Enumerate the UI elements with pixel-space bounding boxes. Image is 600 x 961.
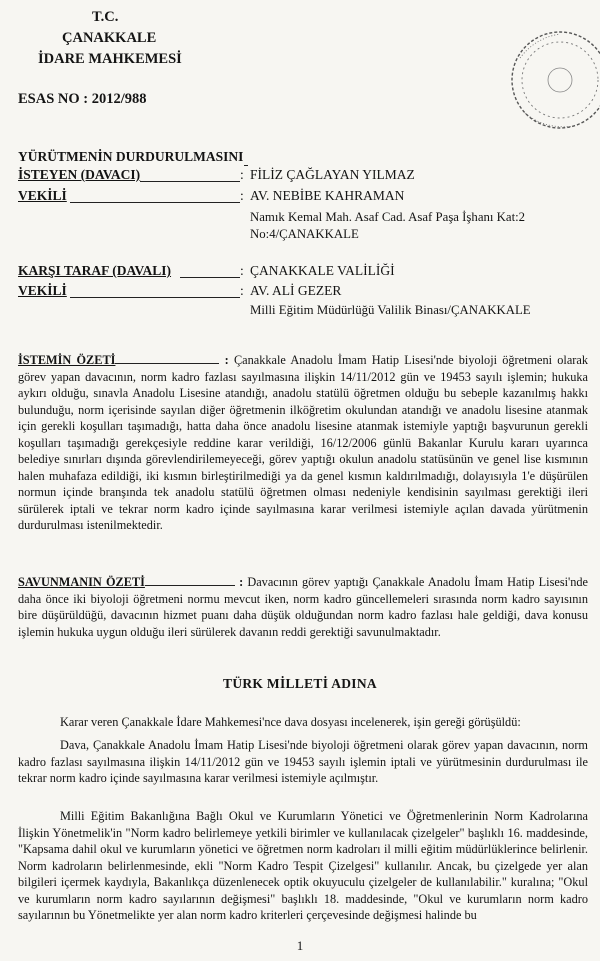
court-seal-stamp — [500, 18, 600, 138]
esas-value: 2012/988 — [91, 91, 147, 107]
decision-title: TÜRK MİLLETİ ADINA — [223, 676, 377, 691]
plaintiff-name: FİLİZ ÇAĞLAYAN YILMAZ — [250, 167, 415, 182]
istem-section: İSTEMİN ÖZETİ : Çanakkale Anadolu İmam Hatip Lisesi'nde biyoloji öğretmeni olarak görev yapan davacının, norm kadro fazlası sayılmasına ilişkin 14/11/2012 gün ve 19453 sayılı işlemin; hukuka aykırı olduğu, sınavla Anadolu Lisesine atandığı, anadolu statülü öğretmen olduğu bu sebeple kazanılmış hakkı bulunduğu, norm içerisinde sayılan diğer öğretmenin ilköğretim okulundan atandığı ve anadolu lisesine atanmak için gerekli koşulları taşımadığı, hatta daha önce anadolu lisesine atanmak istemiyle yaptığı başvurunun gerekli koşulları taşımadığı gerekçesiyle reddine karar verildiği, 16/12/2006 günlü Bakanlar Kurulu kararı uyarınca belediye sınırları dışında görevlendirilemeyeceği, görev yaptığı okulun anadolu statüsünün ve genel lise kısmının halen muhafaza edildiği, iki kısmın birleştirilmediği ya da genel kısmın kaldırılmadığı, dolayısıyla 1'e düşürülen normun içinde branşında tek anadolu statülü öğretmen olması nedeniyle kendisinin sayılması gerektiği ileri sürülerek iptali ve tekrar norm kadro içinde sayılmasına karar verilmesi istemiyle açılan davada yürütmenin durdurulması istenilmektedir. — [18, 353, 588, 532]
header-tc: T.C. — [92, 9, 119, 25]
page-number: 1 — [296, 938, 304, 953]
header-court: İDARE MAHKEMESİ — [38, 51, 182, 67]
defendant-name: ÇANAKKALE VALİLİĞİ — [250, 263, 395, 278]
defendant-label: KARŞI TARAF (DAVALI) — [18, 263, 172, 278]
savunma-heading: SAVUNMANIN ÖZETİ — [18, 575, 145, 589]
defendant-lawyer-fill-line — [70, 297, 240, 298]
request-fill-line — [140, 181, 240, 182]
header-city: ÇANAKKALE — [62, 30, 157, 46]
request-label-line2: İSTEYEN (DAVACI) — [18, 167, 141, 182]
defendant-fill-line — [180, 277, 240, 278]
plaintiff-address-1: Namık Kemal Mah. Asaf Cad. Asaf Paşa İşhanı Kat:2 — [250, 210, 526, 224]
istem-heading: İSTEMİN ÖZETİ — [18, 353, 116, 367]
defendant-lawyer-label: VEKİLİ — [18, 283, 67, 298]
istem-text: Çanakkale Anadolu İmam Hatip Lisesi'nde biyoloji öğretmeni olarak görev yapan davacının, norm kadro fazlası sayılmasına ilişkin 14/11/2012 gün ve 19453 sayılı işlemin; hukuka aykırı olduğu, sınavla Anadolu Lisesine atandığı, anadolu statülü öğretmen olduğu bu sebeple kazanılmış hakkı bulunduğu, norm içerisinde sayılan diğer öğretmenin ilköğretim okulundan atandığı ve anadolu lisesine atanmak için gerekli koşulları taşımadığı, hatta daha önce anadolu lisesine atanmak istemiyle yaptığı başvurunun gerekli koşulları taşımadığı gerekçesiyle reddine karar verildiği, 16/12/2006 günlü Bakanlar Kurulu kararı uyarınca belediye sınırları dışında görevlendirilemeyeceği, görev yaptığı okulun anadolu statüsünün ve genel lise kısmının halen muhafaza edildiği, iki kısmın birleştirilmediği ya da genel kısmın kaldırılmadığı, dolayısıyla 1'e düşürülen normun içinde branşında tek anadolu statülü öğretmen olması nedeniyle kendisinin sayılması gerektiği ileri sürülerek iptali ve tekrar norm kadro içinde sayılmasına karar verilmesi istemiyle açılan davada yürütmenin durdurulması istenilmektedir. — [18, 353, 588, 532]
body-paragraph-3: Milli Eğitim Bakanlığına Bağlı Okul ve Kurumların Yönetici ve Öğretmenlerinin Norm Kadrolarına İlişkin Yönetmelik'in "Norm kadro belirlemeye yetkili birimler ve kullanılacak çizelgeler" başlıklı 16. maddesinde, "Kapsama dahil okul ve kurumların yönetici ve öğretmen norm kadroları il milli eğitim müdürlüklerince belirlenir. Norm kadroların belirlenmesinde, ekli "Norm Kadro Tespit Çizelgesi" kullanılır. Ancak, bu çizelgede yer alan bilgileri içermek kaydıyla, Bakanlıkça düzenlenecek optik okuyuculu çizelgeler de kullanılabilir." kuralına; "Okul ve kurumların norm kadro sayılarının değişmesi" başlıklı 18. maddesinde, "Okul ve kurumların norm kadro sayılarının bu Yönetmelikte yer alan norm kadro kriterleri çerçevesinde değişmesi halinde bu — [18, 809, 588, 922]
body-paragraph-2: Dava, Çanakkale Anadolu İmam Hatip Lisesi'nde biyoloji öğretmeni olarak görev yapan davacının, norm kadro fazlası sayılmasına ilişkin 14/11/2012 gün ve 19453 sayılı işlemin iptali ve yürütmesinin durdurulması ile tekrar norm kadro içinde sayılmasına karar verilmesi istemiyle açılmıştır. — [18, 738, 588, 785]
esas-no: ESAS NO : 2012/988 — [18, 91, 147, 107]
defendant-address: Milli Eğitim Müdürlüğü Valilik Binası/ÇANAKKALE — [250, 303, 531, 317]
plaintiff-lawyer-fill-line — [70, 202, 240, 203]
defendant-lawyer: AV. ALİ GEZER — [250, 283, 342, 298]
esas-label: ESAS NO — [18, 91, 80, 107]
plaintiff-address-2: No:4/ÇANAKKALE — [250, 227, 359, 241]
body-paragraph-1: Karar veren Çanakkale İdare Mahkemesi'nce dava dosyası incelenerek, işin gereği görüşüldü: — [60, 715, 521, 729]
court-decision-page: T.C. ÇANAKKALE İDARE MAHKEMESİ ESAS NO : 2012/988 YÜRÜTMENİN DURDURULMASINI İSTEYEN (DAVACI) : FİLİZ ÇAĞLAYAN YILMAZ VEKİLİ : AV. NEBİBE KAHRAMAN Namık Kemal Mah. Asaf Cad. Asaf Paşa İşhanı Kat:2 No:4/ÇANAKKALE KARŞI TARAF (DAVALI) : ÇANAKKALE VALİLİĞİ VEKİLİ : AV. ALİ GEZER Milli Eğitim Müdürlüğü Valilik Binası/ÇANAKKALE İSTEMİN ÖZETİ : Çanakkale Anadolu İmam Hatip Lisesi'nde biyoloji öğretmeni olarak görev yapan davacının, norm kadro fazlası sayılmasına ilişkin 14/11/2012 gün ve 19453 sayılı işlemin; hukuka aykırı olduğu, sınavla Anadolu Lisesine atandığı, anadolu statülü öğretmen olduğu bu sebeple kazanılmış hakkı bulunduğu, norm içerisinde sayılan diğer öğretmenin ilköğretim okulundan atandığı ve anadolu lisesine atanmak için gerekli koşulları taşımadığı, hatta daha önce anadolu lisesine atanmak istemiyle yaptığı başvurunun gerekli koşulları taşımadığı gerekçesiyle reddine karar verildiği, 16/12/2006 günlü Bakanlar Kurulu kararı uyarınca belediye sınırları dışında görevlendirilemeyeceği, görev yaptığı okulun anadolu statüsünün ve genel lise kısmının halen muhafaza edildiği, iki kısmın birleştirilmediği ya da genel kısmın kaldırılmadığı, dolayısıyla 1'e düşürülen normun içinde branşında tek anadolu statülü öğretmen olması nedeniyle kendisinin sayılması gerektiği ileri sürülerek iptali ve tekrar norm kadro içinde sayılmasına karar verilmesi istemiyle açılan davada yürütmenin durdurulması istenilmektedir. SAVUNMANIN ÖZETİ : Davacının görev yaptığı Çanakkale Anadolu İmam Hatip Lisesi'nde daha önce iki biyoloji öğretmeni normu mevcut iken, norm kadro güncellemeleri sırasında norm kadro sayısının bire düşürüldüğü, davacının hizmet puanı daha düşük olduğundan norm kadro fazlası hale geldiği, dava konusu işlemin hukuka uygun olduğu ileri sürülerek davanın reddi gerektiği savunulmaktadır. TÜRK MİLLETİ ADINA Karar veren Çanakkale İdare Mahkemesi'nce dava dosyası incelenerek, işin gereği görüşüldü: Dava, Çanakkale Anadolu İmam Hatip Lisesi'nde biyoloji öğretmeni olarak görev yapan davacının, norm kadro fazlası sayılmasına ilişkin 14/11/2012 gün ve 19453 sayılı işlemin iptali ve yürütmesinin durdurulması ile tekrar norm kadro içinde sayılmasına karar verilmesi istemiyle açılmıştır. Milli Eğitim Bakanlığına Bağlı Okul ve Kurumların Yönetici ve Öğretmenlerinin Norm Kadrolarına İlişkin Yönetmelik'in "Norm kadro belirlemeye yetkili birimler ve kullanılacak çizelgeler" başlıklı 16. maddesinde, "Kapsama dahil okul ve kurumların yönetici ve öğretmen norm kadroları il milli eğitim müdürlüklerince belirlenir. Norm kadroların belirlenmesinde, ekli "Norm Kadro Tespit Çizelgesi" kullanılır. Ancak, bu çizelgede yer alan bilgileri içermek kaydıyla, Bakanlıkça düzenlenecek optik okuyuculu çizelgeler de kullanılabilir." kuralına; "Okul ve kurumların norm kadro sayılarının değişmesi" başlıklı 18. maddesinde, "Okul ve kurumların norm kadro sayılarının bu Yönetmelikte yer alan norm kadro kriterleri çerçevesinde değişmesi halinde bu 1 — [0, 0, 600, 961]
savunma-section: SAVUNMANIN ÖZETİ : Davacının görev yaptığı Çanakkale Anadolu İmam Hatip Lisesi'nde daha önce iki biyoloji öğretmeni normu mevcut iken, norm kadro güncellemeleri sırasında norm kadro sayısının bire düşürüldüğü, davacının hizmet puanı daha düşük olduğundan norm kadro fazlası hale geldiği, dava konusu işlemin hukuka uygun olduğu ileri sürülerek davanın reddi gerektiği savunulmaktadır. — [18, 575, 588, 639]
plaintiff-lawyer-label: VEKİLİ — [18, 188, 67, 203]
request-underline — [244, 165, 248, 166]
plaintiff-lawyer: AV. NEBİBE KAHRAMAN — [250, 188, 405, 203]
savunma-text: Davacının görev yaptığı Çanakkale Anadolu İmam Hatip Lisesi'nde daha önce iki biyoloji öğretmeni normu mevcut iken, norm kadro güncellemeleri sırasında norm kadro sayısının bire düşürüldüğü, davacının hizmet puanı daha düşük olduğundan norm kadro fazlası hale geldiği, dava konusu işlemin hukuka uygun olduğu ileri sürülerek davanın reddi gerektiği savunulmaktadır. — [18, 575, 588, 639]
request-label-line1: YÜRÜTMENİN DURDURULMASINI — [18, 149, 244, 164]
